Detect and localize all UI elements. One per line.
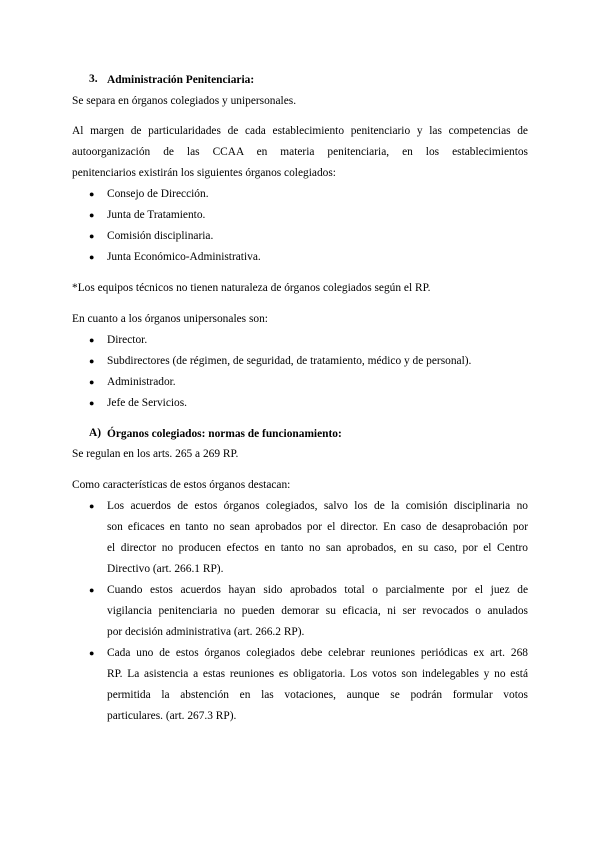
list-item: Consejo de Dirección. [107,188,209,200]
bullet-icon: ● [89,210,95,220]
bullet-icon: ● [89,501,95,511]
regulation-text: Se regulan en los arts. 265 a 269 RP. [72,448,239,460]
bullet-icon: ● [89,648,95,658]
bullet-icon: ● [89,252,95,262]
list-item: Junta de Tratamiento. [107,209,206,221]
subsection-title: Órganos colegiados: normas de funcionamiento: [107,428,342,440]
unipersonales-intro: En cuanto a los órganos unipersonales son: [72,313,268,325]
intro-text: Se separa en órganos colegiados y unipersonales. [72,95,297,107]
list-item: Jefe de Servicios. [107,397,188,409]
bullet-icon: ● [89,356,95,366]
bullet-icon: ● [89,189,95,199]
paragraph-line: autoorganización de las CCAA en materia penitenciaria, en los establecimientos [72,146,528,158]
list-item-line: RP. La asistencia a estas reuniones es obligatoria. Los votos son indelegables y no está [107,668,528,680]
bullet-icon: ● [89,335,95,345]
section-number: 3. [89,73,98,85]
list-item-line: son eficaces en tanto no sean aprobados por el director. En caso de desaprobación por [107,521,528,533]
list-item: Comisión disciplinaria. [107,230,214,242]
bullet-icon: ● [89,377,95,387]
list-item-line: por decisión administrativa (art. 266.2 RP). [107,626,305,638]
bullet-icon: ● [89,585,95,595]
paragraph-line: penitenciarios existirán los siguientes órganos colegiados: [72,167,336,179]
list-item-line: vigilancia penitenciaria no pueden demorar su eficacia, ni ser revocados o anulados [107,605,528,617]
bullet-icon: ● [89,231,95,241]
list-item-line: particulares. (art. 267.3 RP). [107,710,237,722]
paragraph-line: Al margen de particularidades de cada establecimiento penitenciario y las competencias de [72,125,528,137]
bullet-icon: ● [89,398,95,408]
list-item-line: Directivo (art. 266.1 RP). [107,563,224,575]
list-item-line: Cada uno de estos órganos colegiados debe celebrar reuniones periódicas ex art. 268 [107,647,528,659]
subsection-label: A) [89,427,102,439]
list-item-line: el director no producen efectos en tanto no san aprobados, en su caso, por el Centro [107,542,528,554]
list-item-line: Los acuerdos de estos órganos colegiados, salvo los de la comisión disciplinaria no [107,500,528,512]
list-item-line: permitida la abstención en las votaciones, aunque se podrán formular votos [107,689,528,701]
list-item: Subdirectores (de régimen, de seguridad, de tratamiento, médico y de personal). [107,355,472,367]
list-item: Director. [107,334,148,346]
list-item-line: Cuando estos acuerdos hayan sido aprobados total o parcialmente por el juez de [107,584,528,596]
list-item: Administrador. [107,376,176,388]
caracteristicas-intro: Como características de estos órganos destacan: [72,479,291,491]
list-item: Junta Económico-Administrativa. [107,251,261,263]
note-text: *Los equipos técnicos no tienen naturaleza de órganos colegiados según el RP. [72,282,431,294]
section-title: Administración Penitenciaria: [107,74,255,86]
